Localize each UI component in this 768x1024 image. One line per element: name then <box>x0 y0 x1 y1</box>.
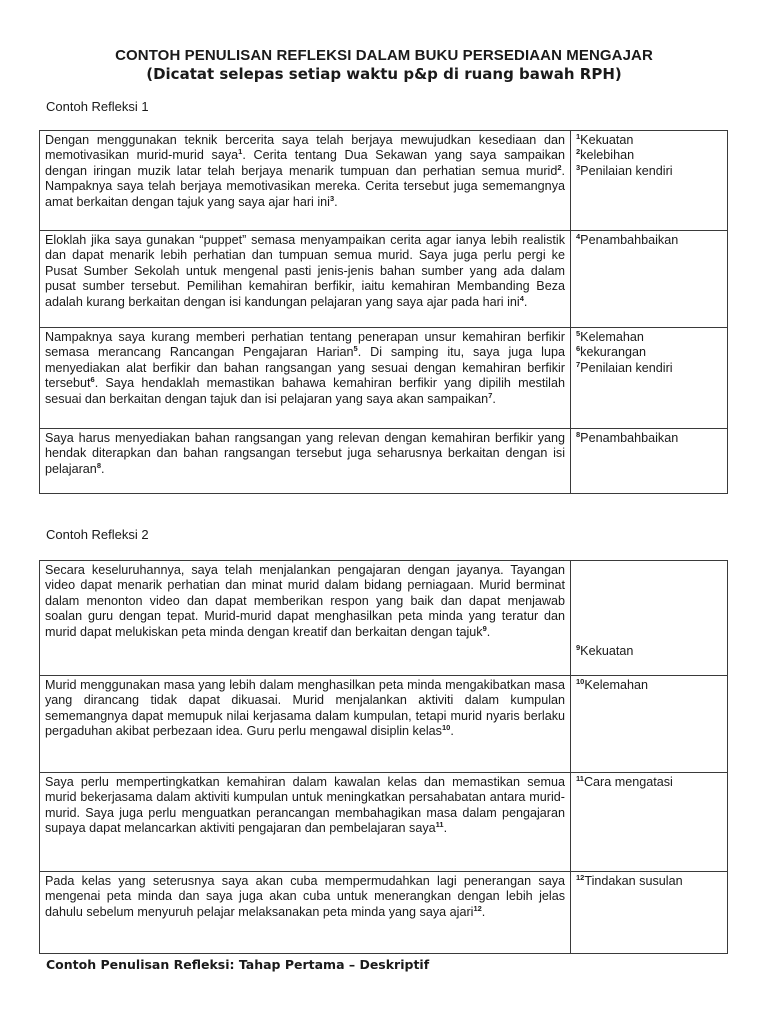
footnote-marker: 1 <box>238 147 243 157</box>
reflection-text <box>40 676 571 773</box>
footnote-marker: 8 <box>576 429 581 439</box>
footnote-marker: 7 <box>488 390 493 400</box>
table-row <box>40 231 728 328</box>
footnote-marker: 9 <box>576 642 581 652</box>
reflection-tag <box>576 164 724 179</box>
footnote-marker: 12 <box>576 872 585 882</box>
tag-label: Kekuatan <box>580 643 634 658</box>
reflection-tag <box>576 644 724 659</box>
footnote-marker: 10 <box>441 723 451 733</box>
footnote-marker: 2 <box>576 147 581 157</box>
reflection-text <box>40 429 571 494</box>
footnote-marker: 6 <box>90 375 95 385</box>
text-run: Dengan menggunakan teknik bercerita saya telah berjaya mewujudkan kesediaan dan memotivasikan murid-murid saya <box>45 133 565 163</box>
reflection-1-table <box>39 130 728 494</box>
tag-label: Penilaian kendiri <box>580 163 673 178</box>
reflection-2-table <box>39 560 728 954</box>
tag-label: kekurangan <box>580 345 646 360</box>
text-run: . <box>443 821 448 836</box>
tag-label: Tindakan susulan <box>584 874 683 888</box>
text-run: Eloklah jika saya gunakan “puppet” semasa menyampaikan cerita agar ianya lebih realistik dan dapat menarik lebih perhatian dan tumpuan semua murid. Saya juga perlu pergi ke Pusat Sumber Sekolah untuk mengenal pasti jenis-jenis bahan sumber yang ada dalam pusat sumber tersebut. Pemilihan kemahiran berfikir, iaitu kemahiran Membanding Beza adalah kurang berkaitan dengan isi kandungan pelajaran yang saya ajar pada hari ini <box>45 233 565 309</box>
section-label-reflection-1: Contoh Refleksi 1 <box>46 99 149 114</box>
footnote-marker: 11 <box>435 820 444 830</box>
text-run: . <box>492 391 496 406</box>
footnote-marker: 10 <box>576 676 585 686</box>
footnote-marker: 2 <box>557 162 562 172</box>
tag-label: Kelemahan <box>580 330 644 344</box>
footnote-marker: 5 <box>353 344 358 354</box>
footnote-marker: 8 <box>96 460 101 470</box>
text-run: . <box>101 461 105 476</box>
reflection-tags <box>571 561 728 676</box>
tag-label: Penambahbaikan <box>580 431 679 445</box>
tag-label: Kelemahan <box>584 678 649 692</box>
text-run: Murid menggunakan masa yang lebih dalam menghasilkan peta minda mengakibatkan masa yang dirancang tidak dapat dikuasai. Murid menjalankan aktiviti dalam kumpulan sememangnya dapat memupuk nilai kerjasama dalam kumpulan, tetapi murid nyaris berlaku pergaduhan akibat perbezaan idea. Guru perlu mengawal disiplin kelas <box>45 678 565 739</box>
text-run: Saya perlu mempertingkatkan kemahiran dalam kawalan kelas dan memastikan semua murid bekerjasama dalam aktiviti kumpulan untuk meningkatkan persahabatan antara murid-murid. Saya juga perlu menguatkan perancangan membahagikan masa dalam pengajaran supaya dapat melancarkan aktiviti pengajaran dan pembelajaran saya <box>45 775 565 836</box>
reflection-text <box>40 231 571 328</box>
tag-label: Cara mengatasi <box>583 775 673 789</box>
document-subtitle: (Dicatat selepas setiap waktu p&p di ruang bawah RPH) <box>146 65 622 83</box>
table-row <box>40 561 728 676</box>
reflection-tags <box>571 429 728 494</box>
footnote-marker: 9 <box>482 623 487 633</box>
table-row <box>40 328 728 429</box>
text-run: . Nampaknya saya telah berjaya memotivasikan mereka. Cerita tersebut juga sememangnya amat berkaitan dengan tajuk yang saya ajar hari ini <box>45 163 565 209</box>
table-row <box>40 872 728 954</box>
reflection-text <box>40 131 571 231</box>
reflection-tags <box>571 676 728 773</box>
reflection-text <box>40 773 571 872</box>
reflection-tags <box>571 231 728 328</box>
reflection-tag <box>576 148 724 163</box>
footnote-marker: 3 <box>576 162 581 172</box>
footnote-marker: 12 <box>473 903 482 913</box>
text-run: . Saya hendaklah memastikan bahawa kemahiran berfikir yang dipilih mestilah sesuai dan berkaitan dengan tajuk dan isi pelajaran yang saya akan sampaikan <box>45 376 565 406</box>
footnote-marker: 4 <box>576 231 581 241</box>
reflection-tag <box>576 874 724 889</box>
reflection-text <box>40 328 571 429</box>
table-row <box>40 131 728 231</box>
reflection-tag <box>576 330 724 345</box>
reflection-tag <box>576 678 724 693</box>
text-run: Pada kelas yang seterusnya saya akan cuba mempermudahkan lagi penerangan saya mengenai peta minda dan saya juga akan cuba untuk menerangkan dengan lebih jelas dahulu sebelum menyuruh pelajar melaksanakan peta minda yang saya ajari <box>45 874 565 919</box>
text-run: . Cerita tentang Dua Sekawan yang saya sampaikan dengan iringan muzik latar telah berjaya menarik tumpuan dan perhatian semua murid <box>45 148 566 178</box>
reflection-tag <box>576 361 724 376</box>
tag-label: Penambahbaikan <box>580 233 679 247</box>
reflection-text <box>40 872 571 954</box>
reflection-tags <box>571 328 728 429</box>
text-run: . <box>334 194 338 209</box>
text-run: . <box>486 624 491 639</box>
text-run: . <box>523 294 528 309</box>
footnote-marker: 3 <box>329 193 335 203</box>
reflection-tag <box>576 775 724 790</box>
reflection-text <box>40 561 571 676</box>
footnote-marker: 7 <box>576 359 581 369</box>
text-run: Secara keseluruhannya, saya telah menjalankan pengajaran dengan jayanya. Tayangan video dapat menarik perhatian dan minat murid dalam bidang perniagaan. Murid berminat dalam menonton video dan dapat memberikan respon yang baik dan dapat menjawab soalan guru dengan tepat. Murid-murid dapat menghasilkan peta minda yang teratur dan murid dapat melukiskan peta minda dengan kreatif dan berkaitan dengan tajuk <box>45 563 565 639</box>
document-title: CONTOH PENULISAN REFLEKSI DALAM BUKU PERSEDIAAN MENGAJAR <box>115 47 653 64</box>
footnote-marker: 5 <box>576 328 581 338</box>
section-label-reflection-2: Contoh Refleksi 2 <box>46 527 149 542</box>
text-run: . <box>481 904 486 919</box>
reflection-tag <box>576 345 724 360</box>
reflection-tags <box>571 872 728 954</box>
reflection-tag <box>576 431 724 446</box>
text-run: Saya harus menyediakan bahan rangsangan yang relevan dengan kemahiran berfikir yang hendak diterapkan dan bahan rangsangan tersebut juga seharusnya berkaitan dengan isi pelajaran <box>45 431 565 476</box>
reflection-tags <box>571 773 728 872</box>
table-row <box>40 429 728 494</box>
footnote-marker: 4 <box>519 293 524 303</box>
text-run: Nampaknya saya kurang memberi perhatian tentang penerapan unsur kemahiran berfikir semasa merancang Rancangan Pengajaran Harian <box>45 330 565 360</box>
text-run: . <box>450 724 454 739</box>
tag-label: Kekuatan <box>580 133 634 147</box>
tag-label: kelebihan <box>580 148 635 163</box>
tag-label: Penilaian kendiri <box>580 360 673 375</box>
footnote-marker: 6 <box>576 344 581 354</box>
reflection-tag <box>576 233 724 248</box>
footnote-marker: 1 <box>576 131 581 141</box>
reflection-tags <box>571 131 728 231</box>
text-run: . Di samping itu, saya juga lupa menyediakan alat berfikir dan bahan rangsangan yang sesuai dengan kemahiran berfikir tersebut <box>45 345 565 391</box>
table-row <box>40 773 728 872</box>
figure-caption: Contoh Penulisan Refleksi: Tahap Pertama – Deskriptif <box>46 957 430 972</box>
footnote-marker: 11 <box>576 773 584 783</box>
table-row <box>40 676 728 773</box>
reflection-tag <box>576 133 724 148</box>
